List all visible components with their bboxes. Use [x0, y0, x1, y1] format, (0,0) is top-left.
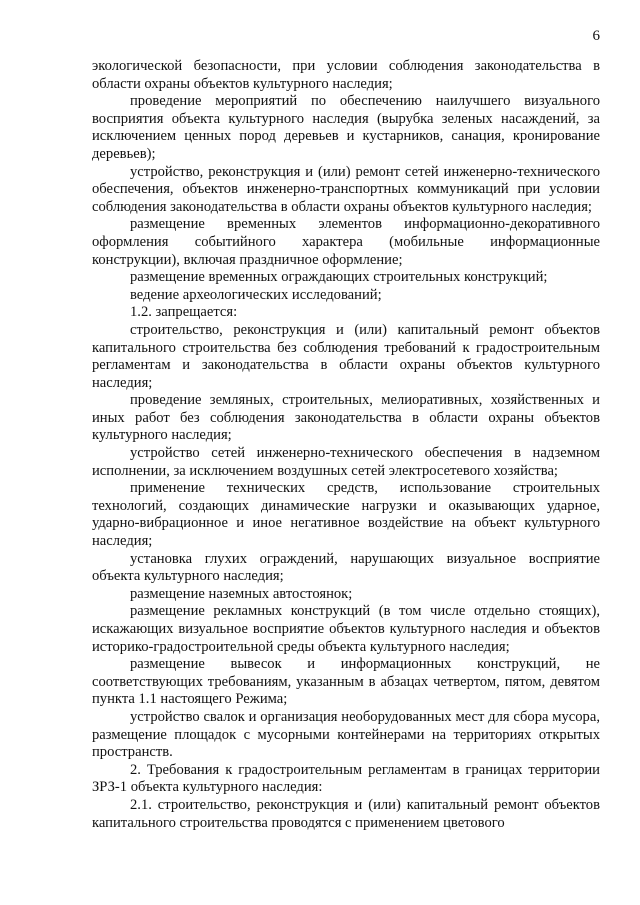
paragraph: размещение временных ограждающих строительных конструкций; — [130, 269, 548, 286]
paragraph: размещение наземных автостоянок; — [130, 585, 353, 602]
section-heading: 1.2. запрещается: — [130, 304, 238, 321]
paragraph: устройство сетей инженерно-технического обеспечения в надземном исполнении, за исключением воздушных сетей электросетевого хозяйства; — [92, 445, 600, 479]
paragraph: устройство, реконструкция и (или) ремонт сетей инженерно-технического обеспечения, объектов инженерно-транспортных коммуникаций при условии соблюдения законодательства в области охраны объектов культурного наследия; — [92, 163, 600, 215]
paragraph: размещение временных элементов информационно-декоративного оформления событийного характера (мобильные информационные конструкции), включая праздничное оформление; — [92, 216, 600, 268]
paragraph: проведение мероприятий по обеспечению наилучшего визуального восприятия объекта культурного наследия (вырубка зеленых насаждений, за исключением ценных пород деревьев и кустарников, санация, кронирование деревьев); — [92, 93, 600, 162]
document-body — [92, 58, 600, 832]
section-heading: 2. Требования к градостроительным регламентам в границах территории ЗРЗ-1 объекта культурного наследия: — [92, 761, 600, 796]
paragraph: размещение рекламных конструкций (в том числе отдельно стоящих), искажающих визуальное восприятие объектов культурного наследия и объектов историко-градостроительной среды объекта культурного наследия; — [92, 603, 600, 655]
paragraph: установка глухих ограждений, нарушающих визуальное восприятие объекта культурного наследия; — [92, 550, 600, 585]
paragraph: экологической безопасности, при условии соблюдения законодательства в области охраны объектов культурного наследия; — [92, 58, 600, 92]
paragraph: размещение вывесок и информационных конструкций, не соответствующих требованиям, указанным в абзацах четвертом, пятом, девятом пункта 1.1 настоящего Режима; — [92, 656, 600, 708]
paragraph: устройство свалок и организация необорудованных мест для сбора мусора, размещение площадок с мусорными контейнерами на территориях открытых пространств. — [92, 708, 600, 761]
paragraph: 2.1. строительство, реконструкция и (или) капитальный ремонт объектов капитального строительства проводятся с применением цветового — [92, 796, 600, 831]
paragraph: проведение земляных, строительных, мелиоративных, хозяйственных и иных работ без соблюдения законодательства в области охраны объектов культурного наследия; — [92, 392, 600, 444]
paragraph: ведение археологических исследований; — [130, 286, 382, 303]
paragraph: строительство, реконструкция и (или) капитальный ремонт объектов капитального строительства без соблюдения требований к градостроительным регламентам и законодательства в области охраны объектов культурного наследия; — [92, 321, 600, 391]
paragraph: применение технических средств, использование строительных технологий, создающих динамические нагрузки и оказывающих ударное, ударно-вибрационное и иное негативное воздействие на объект культурного наследия; — [92, 480, 600, 550]
page-number: 6 — [592, 28, 600, 44]
